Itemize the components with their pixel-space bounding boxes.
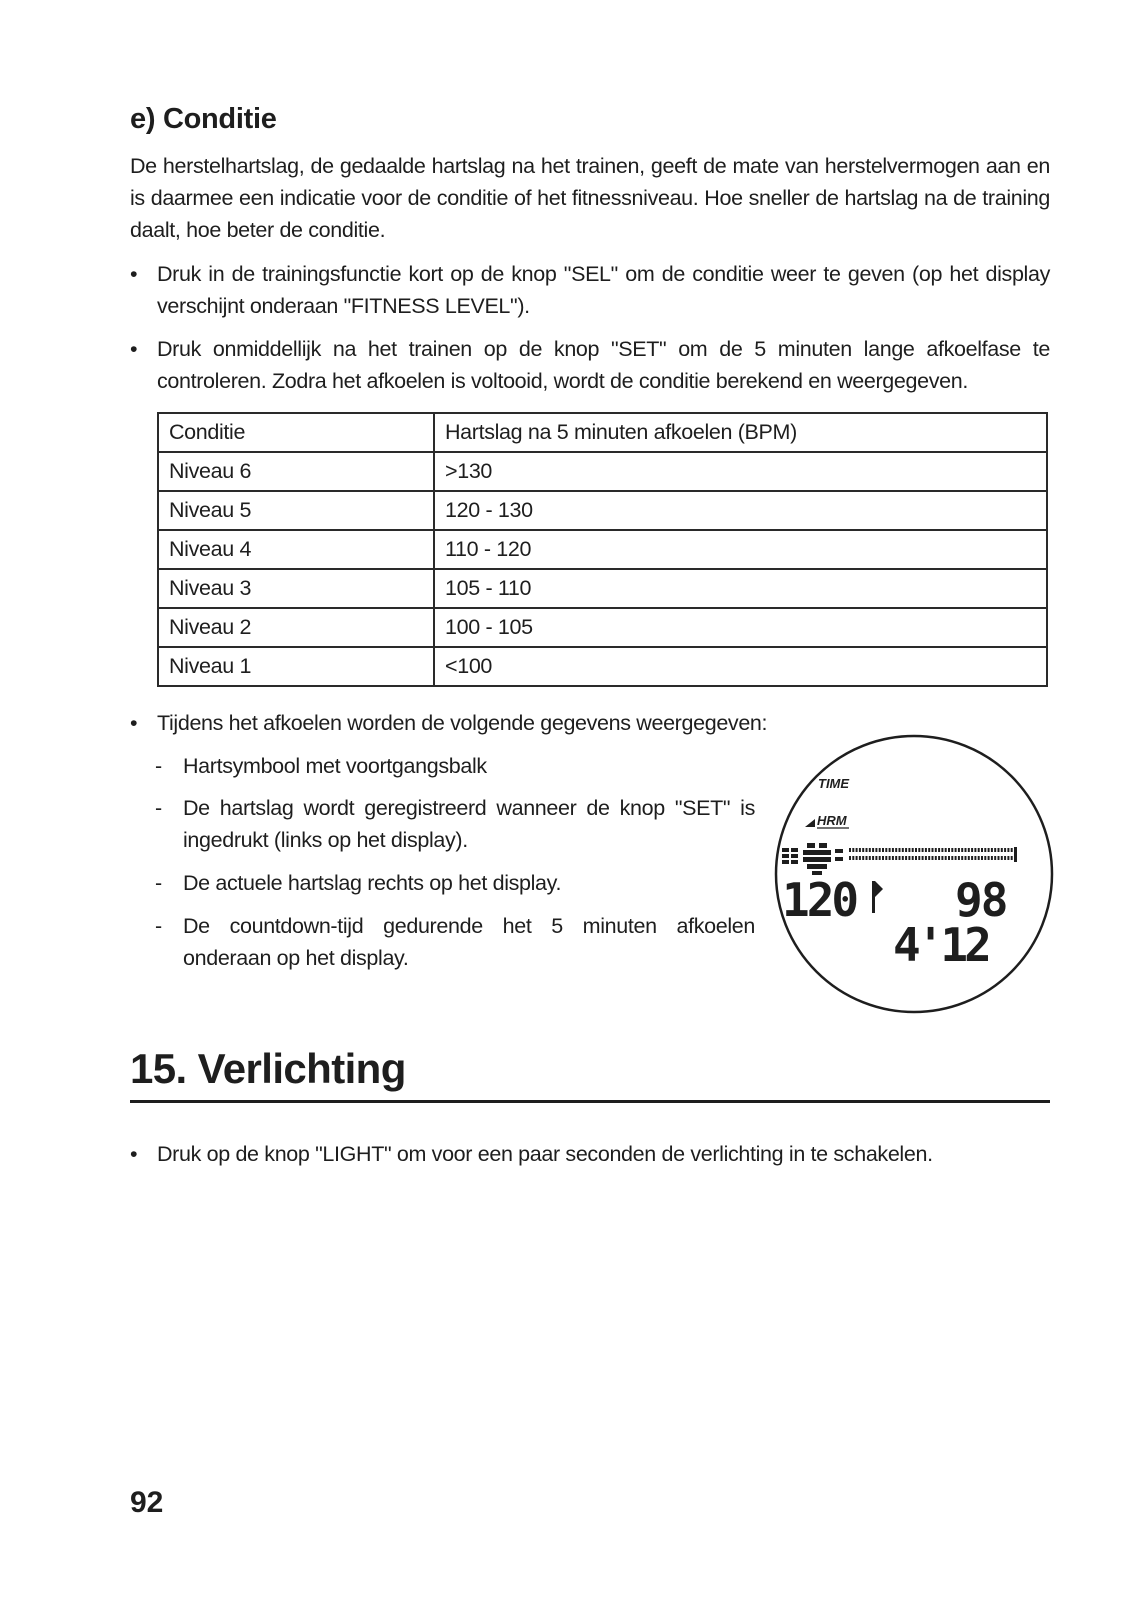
bullet-text: Tijdens het afkoelen worden de volgende gegevens weergegeven: — [157, 711, 768, 735]
table-header-cell: Conditie — [158, 413, 434, 452]
dash-marker: - — [155, 754, 162, 778]
table-row — [158, 452, 1047, 491]
table-cell: 100 - 105 — [434, 608, 1047, 647]
table-cell: Niveau 2 — [158, 608, 434, 647]
table-row — [158, 647, 1047, 686]
time-label: TIME — [818, 776, 850, 791]
heading-rule — [130, 1100, 1050, 1103]
table-cell: >130 — [434, 452, 1047, 491]
dash-marker: - — [155, 914, 162, 938]
section-heading-verlichting: 15. Verlichting — [130, 1045, 406, 1092]
table-cell: Niveau 3 — [158, 569, 434, 608]
intro-paragraph: De herstelhartslag, de gedaalde hartslag na het trainen, geeft de mate van herstelvermogen aan en is daarmee een indicatie voor de conditie of het fitnessniveau. Hoe sneller de hartslag na de training daalt, hoe beter de conditie. — [130, 154, 1050, 242]
section-heading-conditie: e) Conditie — [130, 103, 277, 135]
table-cell: Niveau 4 — [158, 530, 434, 569]
bullet-dot: • — [130, 262, 138, 286]
table-cell: 110 - 120 — [434, 530, 1047, 569]
dash-marker: - — [155, 796, 162, 820]
hrm-label: HRM — [817, 813, 847, 828]
table-row — [158, 608, 1047, 647]
table-cell: 105 - 110 — [434, 569, 1047, 608]
table-row — [158, 491, 1047, 530]
table-row — [158, 530, 1047, 569]
table-cell: Niveau 1 — [158, 647, 434, 686]
sub-item-text: De actuele hartslag rechts op het display. — [183, 871, 562, 895]
table-cell: 120 - 130 — [434, 491, 1047, 530]
watch-display — [773, 733, 1055, 1015]
bullet-text: Druk op de knop "LIGHT" om voor een paar seconden de verlichting in te schakelen. — [157, 1142, 933, 1166]
table-cell: <100 — [434, 647, 1047, 686]
current-heart-rate: 98 — [955, 873, 1007, 927]
bullet-text: Druk in de trainingsfunctie kort op de knop "SEL" om de conditie weer te geven (op het display verschijnt onderaan "FITNESS LEVEL"). — [157, 262, 1050, 318]
bullet-dot: • — [130, 1142, 138, 1166]
bullet-dot: • — [130, 337, 138, 361]
page-number: 92 — [130, 1486, 164, 1519]
sub-item-text: Hartsymbool met voortgangsbalk — [183, 754, 487, 778]
table-row — [158, 569, 1047, 608]
bullet-dot: • — [130, 711, 138, 735]
dash-marker: - — [155, 871, 162, 895]
progress-bar-end — [1014, 847, 1017, 862]
countdown-time: 4'12 — [893, 918, 988, 972]
arrow-stem — [872, 881, 875, 913]
table-cell: Niveau 5 — [158, 491, 434, 530]
recorded-heart-rate: 120 — [782, 873, 857, 927]
table-header-row — [158, 413, 1047, 452]
table-cell: Niveau 6 — [158, 452, 434, 491]
condition-table — [157, 412, 1048, 687]
sub-item-text: De countdown-tijd gedurende het 5 minuten afkoelen onderaan op het display. — [183, 914, 755, 970]
bullet-text: Druk onmiddellijk na het trainen op de knop "SET" om de 5 minuten lange afkoelfase te controleren. Zodra het afkoelen is voltooid, wordt de conditie berekend en weergegeven. — [157, 337, 1050, 393]
sub-item-text: De hartslag wordt geregistreerd wanneer de knop "SET" is ingedrukt (links op het display). — [183, 796, 755, 852]
table-header-cell: Hartslag na 5 minuten afkoelen (BPM) — [434, 413, 1047, 452]
